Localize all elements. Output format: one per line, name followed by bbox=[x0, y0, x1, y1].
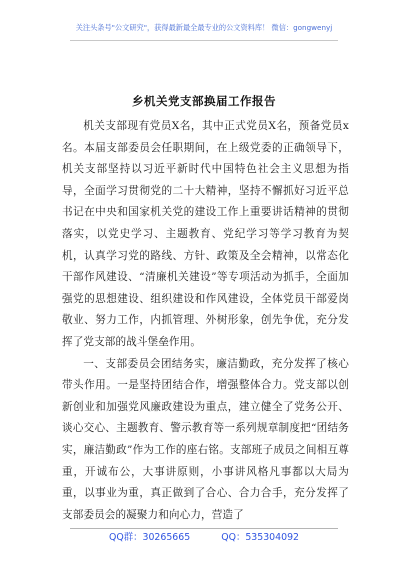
body-paragraph-2: 一、支部委员会团结务实，廉洁勤政，充分发挥了核心带头作用。一是坚持团结合作，增强整体合力。党支部以创新创业和加强党风廉政建设为重点，建立健全了党务公开、谈心交心、主题教育、警示教育等一系列规章制度把“团结务实，廉洁勤政”作为工作的座右铭。支部班子成员之间相互尊重，开诚布公，大事讲原则，小事讲风格凡事都以大局为重，以事业为重，真正做到了合心、合力合手，充分发挥了支部委员会的凝聚力和向心力，营造了 bbox=[62, 357, 349, 521]
body-paragraph-1: 机关支部现有党员X名，其中正式党员X名，预备党员x名。本届支部委员会任职期间，在上级党委的正确领导下，机关支部坚持以习近平新时代中国特色社会主义思想为指导，全面学习贯彻党的二十大精神，坚持不懈抓好习近平总书记在中央和国家机关党的建设工作上重要讲话精神的贯彻落实，以党史学习、主题教育、党纪学习等学习教育为契机，认真学习党的路线、方针、政策及全会精神，以常态化干部作风建设、“清廉机关建设”等专项活动为抓手，全面加强党的思想建设、组织建设和作风建设，全体党员干部爱岗敬业、努力工作，内抓管理、外树形象，创先争优，充分发挥了党支部的战斗堡垒作用。 bbox=[62, 120, 349, 348]
footer-contact bbox=[0, 530, 408, 546]
footer-qq-group[interactable]: QQ群：30265665 bbox=[108, 532, 191, 543]
header-notice[interactable]: 关注头条号"公文研究"，获得最新最全最专业的公文资料库！ 微信：gongwenyj bbox=[75, 23, 333, 32]
document-title: 乡机关党支部换届工作报告 bbox=[132, 94, 276, 108]
header-divider bbox=[70, 40, 338, 41]
footer-divider bbox=[70, 528, 338, 529]
document-body bbox=[62, 116, 349, 526]
footer-qq[interactable]: QQ：535304092 bbox=[221, 532, 300, 543]
